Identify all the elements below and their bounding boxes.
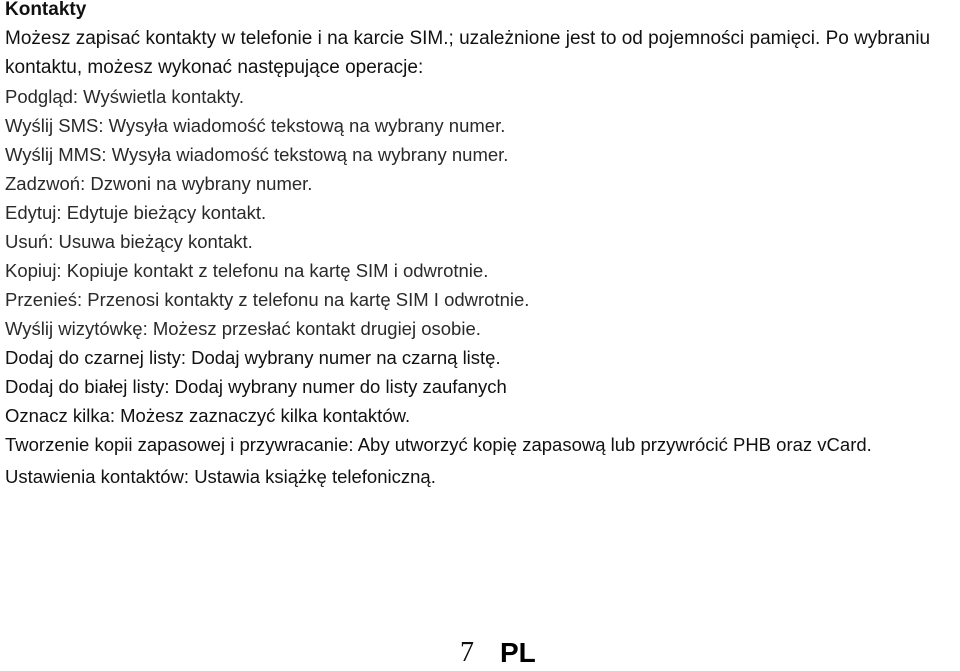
list-item: Wyślij SMS: Wysyła wiadomość tekstową na wybrany numer. xyxy=(5,115,506,136)
list-item: Tworzenie kopii zapasowej i przywracanie: Aby utworzyć kopię zapasową lub przywrócić PHB oraz vCard. xyxy=(5,434,872,455)
list-item: Kopiuj: Kopiuje kontakt z telefonu na kartę SIM i odwrotnie. xyxy=(5,260,489,281)
page-number: 7 xyxy=(460,637,474,668)
list-item: Edytuj: Edytuje bieżący kontakt. xyxy=(5,202,267,223)
language-badge: PL xyxy=(500,637,536,668)
section-heading: Kontakty xyxy=(5,0,87,20)
list-item: Wyślij MMS: Wysyła wiadomość tekstową na wybrany numer. xyxy=(5,144,509,165)
list-item: Zadzwoń: Dzwoni na wybrany numer. xyxy=(5,173,313,194)
list-item: Dodaj do czarnej listy: Dodaj wybrany numer na czarną listę. xyxy=(5,347,501,368)
page-footer xyxy=(460,632,536,668)
list-item: Podgląd: Wyświetla kontakty. xyxy=(5,86,245,107)
list-item: Dodaj do białej listy: Dodaj wybrany numer do listy zaufanych xyxy=(5,376,507,397)
document-page xyxy=(5,0,957,491)
list-item: Przenieś: Przenosi kontakty z telefonu na kartę SIM I odwrotnie. xyxy=(5,289,530,310)
list-item: Oznacz kilka: Możesz zaznaczyć kilka kontaktów. xyxy=(5,405,411,426)
list-item: Wyślij wizytówkę: Możesz przesłać kontakt drugiej osobie. xyxy=(5,318,481,339)
intro-paragraph: Możesz zapisać kontakty w telefonie i na karcie SIM.; uzależnione jest to od pojemności pamięci. Po wybraniu kontaktu, możesz wykonać następujące operacje: xyxy=(5,28,931,78)
list-item: Usuń: Usuwa bieżący kontakt. xyxy=(5,231,253,252)
list-item: Ustawienia kontaktów: Ustawia książkę telefoniczną. xyxy=(5,466,436,487)
